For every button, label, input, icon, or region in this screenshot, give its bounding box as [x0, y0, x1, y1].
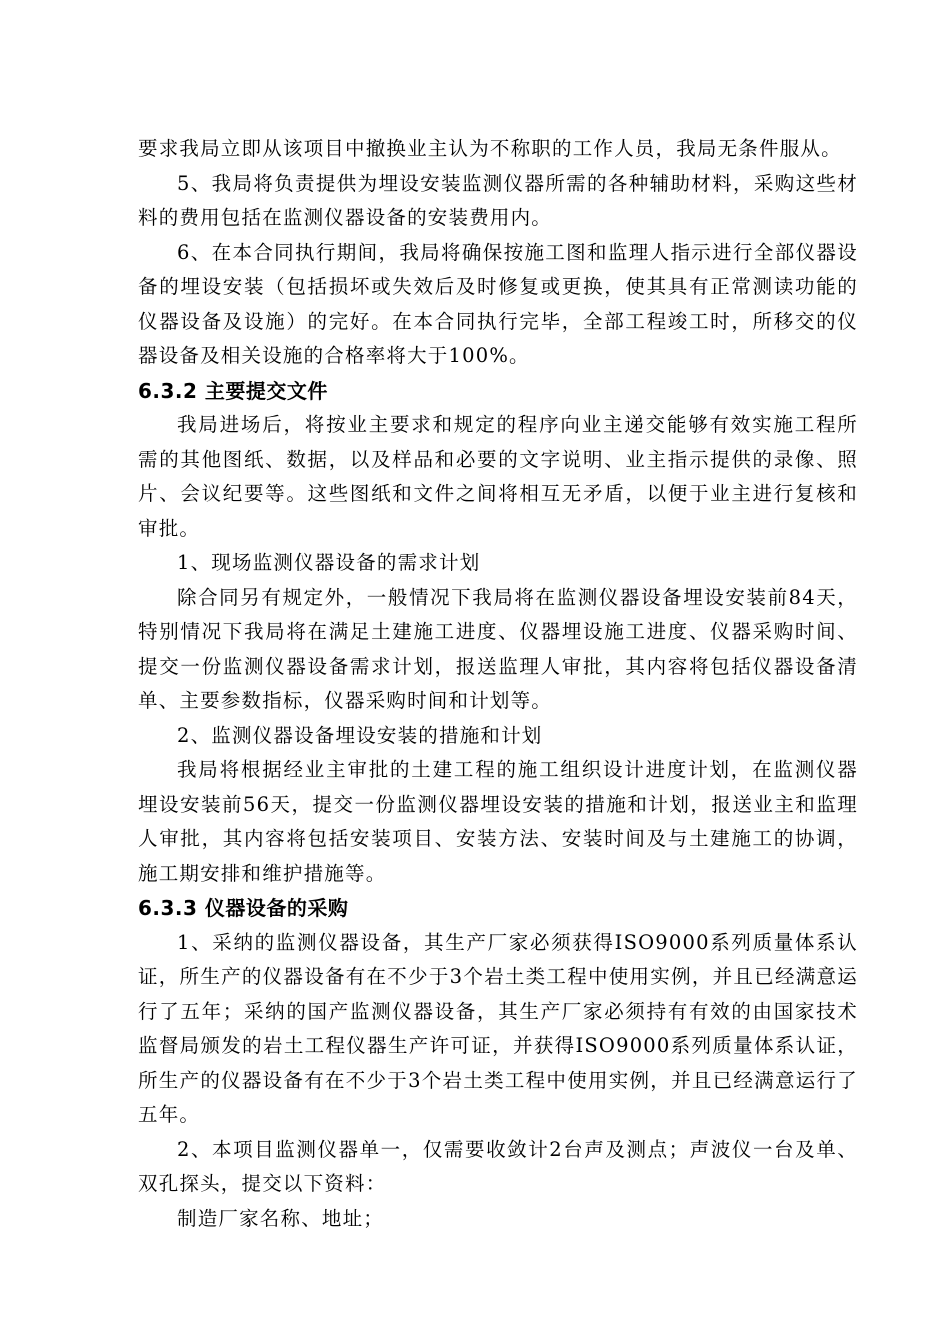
paragraph-installation-guarantee: 6、在本合同执行期间，我局将确保按施工图和监理人指示进行全部仪器设备的埋设安装（包括损坏或失效后及时修复或更换，使其具有正常测读功能的仪器设备及设施）的完好。在本合同执行完毕，全部工程竣工时，所移交的仪器设备及相关设施的合格率将大于100%。: [138, 240, 858, 367]
list-item-manufacturer-info: 制造厂家名称、地址；: [177, 1206, 385, 1230]
paragraph-instrument-list: 2、本项目监测仪器单一，仅需要收敛计2台声及测点；声波仪一台及单、双孔探头，提交以下资料：: [138, 1137, 858, 1195]
section-heading-procurement: 6.3.3 仪器设备的采购: [138, 896, 349, 920]
paragraph-demand-plan: 除合同另有规定外，一般情况下我局将在监测仪器设备埋设安装前84天，特别情况下我局将在满足土建施工进度、仪器埋设施工进度、仪器采购时间、提交一份监测仪器设备需求计划，报送监理人审批，其内容将包括仪器设备清单、主要参数指标，仪器采购时间和计划等。: [138, 585, 858, 712]
list-item-installation-plan-title: 2、监测仪器设备埋设安装的措施和计划: [177, 723, 543, 747]
paragraph-auxiliary-materials: 5、我局将负责提供为埋设安装监测仪器所需的各种辅助材料，采购这些材料的费用包括在监测仪器设备的安装费用内。: [138, 171, 858, 229]
section-heading-submission-documents: 6.3.2 主要提交文件: [138, 378, 328, 403]
list-item-demand-plan-title: 1、现场监测仪器设备的需求计划: [177, 551, 481, 574]
document-page: [138, 132, 858, 1236]
paragraph-submission-intro: 我局进场后，将按业主要求和规定的程序向业主递交能够有效实施工程所需的其他图纸、数据，以及样品和必要的文字说明、业主指示提供的录像、照片、会议纪要等。这些图纸和文件之间将相互无矛盾，以便于业主进行复核和审批。: [138, 413, 858, 540]
paragraph-procurement-requirements: 1、采纳的监测仪器设备，其生产厂家必须获得ISO9000系列质量体系认证，所生产的仪器设备有在不少于3个岩土类工程中使用实例，并且已经满意运行了五年；采纳的国产监测仪器设备，其生产厂家必须持有有效的由国家技术监督局颁发的岩土工程仪器生产许可证，并获得ISO9000系列质量体系认证，所生产的仪器设备有在不少于3个岩土类工程中使用实例，并且已经满意运行了五年。: [138, 930, 858, 1126]
paragraph-staff-replacement: 要求我局立即从该项目中撤换业主认为不称职的工作人员，我局无条件服从。: [138, 137, 842, 160]
paragraph-installation-plan: 我局将根据经业主审批的土建工程的施工组织设计进度计划，在监测仪器埋设安装前56天，提交一份监测仪器埋设安装的措施和计划，报送业主和监理人审批，其内容将包括安装项目、安装方法、安装时间及与土建施工的协调，施工期安排和维护措施等。: [138, 758, 858, 885]
